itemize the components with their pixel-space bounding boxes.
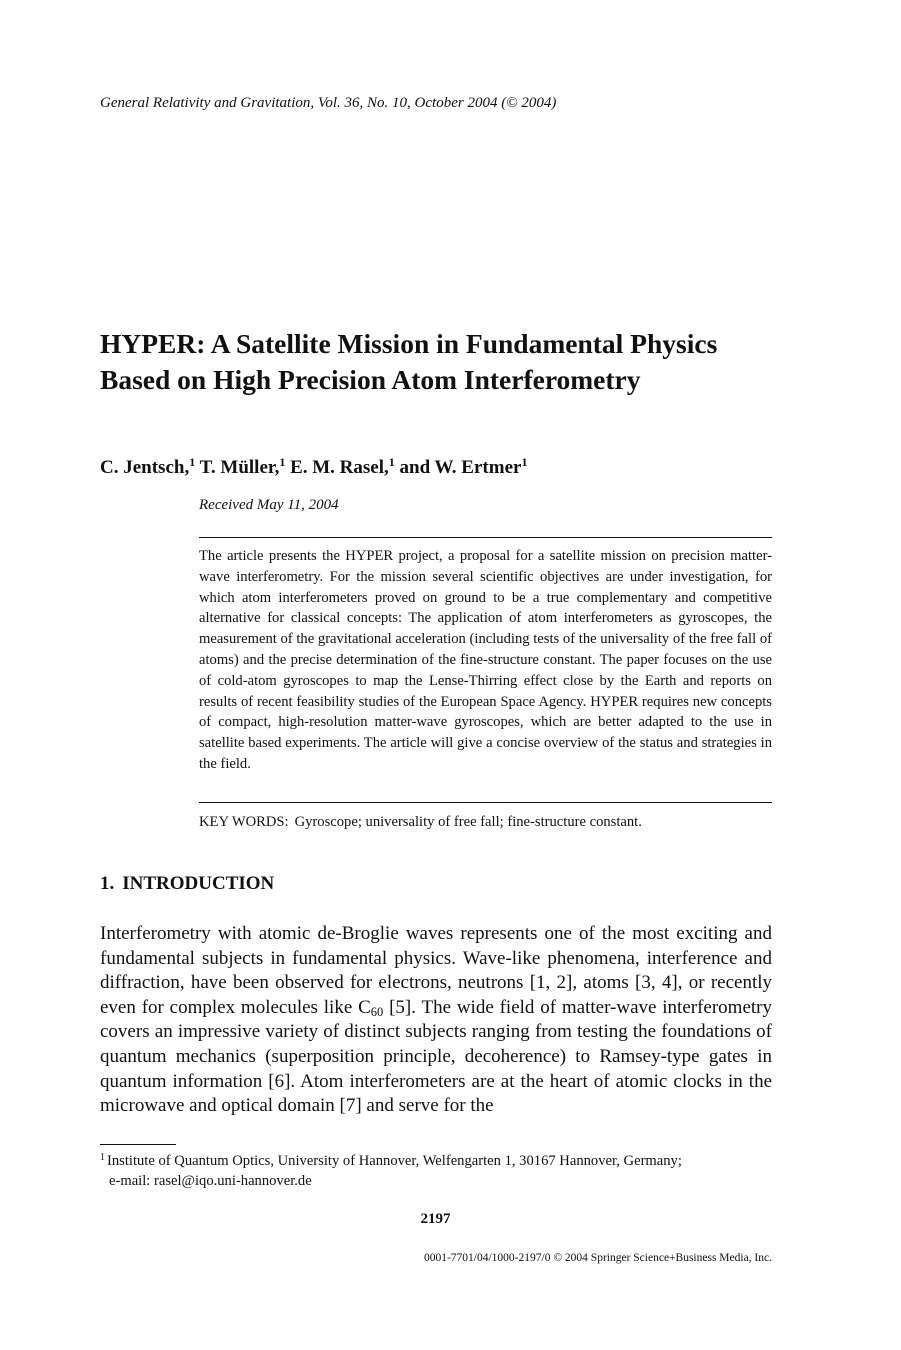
keywords-text: Gyroscope; universality of free fall; fine-structure constant.: [294, 814, 642, 830]
author-affiliation-mark: 1: [521, 455, 528, 469]
title-line-2: Based on High Precision Atom Interferometry: [100, 364, 641, 395]
page-number: 2197: [420, 1211, 451, 1227]
abstract-bottom-rule: [199, 802, 772, 803]
footnote-line-1: [100, 1151, 772, 1171]
section-heading: [100, 873, 274, 895]
abstract-text: The article presents the HYPER project, a proposal for a satellite mission on precision matter-wave interferometry. For the mission several scientific objectives are under investigation, for which atom interferometers proved on ground to be a true complementary and competitive alternative for classical concepts: The application of atom interferometers as gyroscopes, the measurement of the gravitational acceleration (including tests of the universality of the free fall of atoms) and the precise determination of the fine-structure constant. The paper focuses on the use of cold-atom gyroscopes to map the Lense-Thirring effect close by the Earth and reports on results of recent feasibility studies of the European Space Agency. HYPER requires new concepts of compact, high-resolution matter-wave gyroscopes, which are better adapted to the use in satellite based experiments. The article will give a concise overview of the status and strategies in the field.: [199, 548, 772, 772]
title-line-1: HYPER: A Satellite Mission in Fundamental Physics: [100, 328, 718, 359]
keywords-label: KEY WORDS:: [199, 814, 289, 830]
author-name: and W. Ertmer: [399, 457, 522, 478]
footnote-rule: [100, 1144, 176, 1145]
keywords: [199, 814, 642, 831]
author-affiliation-mark: 1: [279, 455, 286, 469]
intro-subscript: 60: [370, 1004, 384, 1019]
intro-text-part-1: Interferometry with atomic de-Broglie waves represents one of the most exciting and fundamental subjects in fundamental physics. Wave-like phenomena, interference and diffraction, have been observed for electrons, neutrons [1, 2], atoms [3, 4], or recently even for complex molecules like C: [100, 923, 772, 1018]
author-affiliation-mark: 1: [189, 455, 196, 469]
abstract-top-rule: [199, 537, 772, 538]
author-name: T. Müller,: [199, 457, 280, 478]
author-name: C. Jentsch,: [100, 457, 190, 478]
footnote-email: e-mail: rasel@iqo.uni-hannover.de: [109, 1173, 312, 1189]
footnote-affiliation: Institute of Quantum Optics, University of Hannover, Welfengarten 1, 30167 Hannover, Germany;: [107, 1153, 682, 1169]
section-number: 1.: [100, 873, 115, 894]
footnote: [100, 1151, 772, 1191]
introduction-paragraph: [100, 922, 772, 1119]
received-date: Received May 11, 2004: [199, 497, 339, 513]
journal-header: General Relativity and Gravitation, Vol. 36, No. 10, October 2004 (© 2004): [100, 95, 557, 111]
author-affiliation-mark: 1: [388, 455, 395, 469]
author-name: E. M. Rasel,: [290, 457, 389, 478]
paper-title: [100, 326, 800, 398]
intro-text-part-2: [5]. The wide field of matter-wave interferometry covers an impressive variety of distinct subjects ranging from testing the foundations of quantum mechanics (superposition principle, decoherence) to Ramsey-type gates in quantum information [6]. Atom interferometers are at the heart of atomic clocks in the microwave and optical domain [7] and serve for the: [100, 996, 773, 1117]
author-list: [100, 457, 527, 479]
copyright-line: 0001-7701/04/1000-2197/0 © 2004 Springer Science+Business Media, Inc.: [423, 1252, 772, 1264]
footnote-marker: 1: [100, 1152, 105, 1163]
section-title: INTRODUCTION: [122, 873, 275, 894]
